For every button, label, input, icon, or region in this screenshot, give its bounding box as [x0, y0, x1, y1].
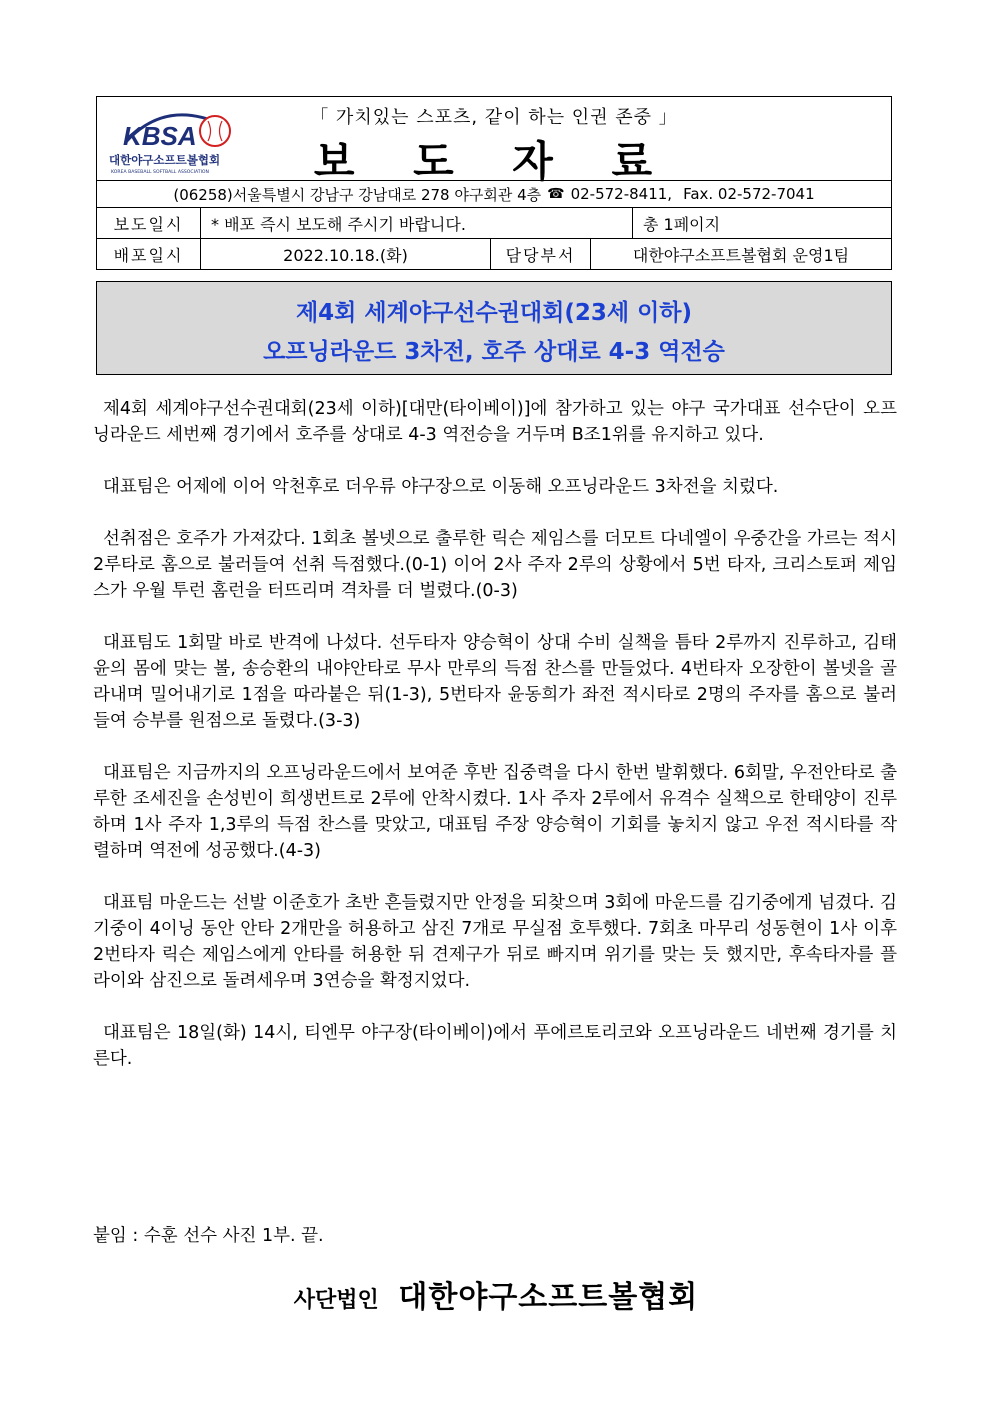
headline-line-1: 제4회 세계야구선수권대회(23세 이하)	[295, 300, 693, 326]
paragraph: 제4회 세계야구선수권대회(23세 이하)[대만(타이베이)]에 참가하고 있는 야구 국가대표 선수단이 오프닝라운드 세번째 경기에서 호주를 상대로 4-3 역전승을 거두며 B조1위를 유지하고 있다.	[93, 399, 897, 445]
address: (06258)서울특별시 강남구 강남대로 278 야구회관 4층	[173, 185, 542, 204]
paragraph: 대표팀도 1회말 바로 반격에 나섰다. 선두타자 양승혁이 상대 수비 실책을 틈타 2루까지 진루하고, 김태윤의 몸에 맞는 볼, 송승환의 내야안타로 무사 만루의 득점 찬스를 만들었다. 4번타자 오장한이 볼넷을 골라내며 밀어내기로 1점을 따라붙은 뒤(1-3), 5번타자 윤동희가 좌전 적시타로 2명의 주자를 홈으로 불러들여 승부를 원점으로 돌렸다.(3-3)	[93, 633, 897, 731]
footer-prefix: 사단법인	[293, 1288, 379, 1313]
press-header	[96, 96, 892, 270]
paragraph: 대표팀 마운드는 선발 이준호가 초반 흔들렸지만 안정을 되찾으며 3회에 마운드를 김기중에게 넘겼다. 김기중이 4이닝 동안 안타 2개만을 허용하고 삼진 7개로 무실점 호투했다. 7회초 마무리 성동현이 1사 이후 2번타자 릭슨 제임스에게 안타를 허용한 뒤 견제구가 뒤로 빠지며 위기를 맞는 듯 했지만, 후속타자를 플라이와 삼진으로 돌려세우며 3연승을 확정지었다.	[93, 893, 897, 991]
headline-line-2: 오프닝라운드 3차전, 호주 상대로 4-3 역전승	[263, 339, 725, 365]
distribution-date-label: 배포일시	[97, 239, 201, 269]
article-body	[93, 396, 897, 1098]
paragraph: 대표팀은 지금까지의 오프닝라운드에서 보여준 후반 집중력을 다시 한번 발휘했다. 6회말, 우전안타로 출루한 조세진을 손성빈이 희생번트로 2루에 안착시켰다. 1사 주자 2루에서 유격수 실책으로 한태양이 진루하며 1사 주자 1,3루의 득점 찬스를 맞았고, 대표팀 주장 양승혁이 기회를 놓치지 않고 우전 적시타를 작렬하며 역전에 성공했다.(4-3)	[93, 763, 897, 861]
distribution-row	[97, 239, 891, 269]
paragraph: 대표팀은 어제에 이어 악천후로 더우류 야구장으로 이동해 오프닝라운드 3차전을 치렀다.	[103, 477, 779, 497]
page-count: 총 1페이지	[643, 214, 721, 234]
footer-signature	[0, 1272, 992, 1316]
report-time-label: 보도일시	[97, 208, 201, 238]
department-label: 담당부서	[491, 239, 591, 269]
press-release-title: 보 도 자 료	[313, 137, 675, 186]
fax-number: Fax. 02-572-7041	[683, 185, 815, 203]
slogan: 「 가치있는 스포츠, 같이 하는 인권 존중 」	[310, 107, 678, 128]
phone-number: 02-572-8411,	[570, 185, 673, 203]
header-top-row	[97, 97, 891, 186]
attachment-note: 붙임 : 수훈 선수 사진 1부. 끝.	[93, 1226, 324, 1246]
paragraph: 대표팀은 18일(화) 14시, 티엔무 야구장(타이베이)에서 푸에르토리코와 오프닝라운드 네번째 경기를 치른다.	[93, 1023, 897, 1069]
logo-org: 대한야구소프트볼협회	[109, 153, 221, 167]
report-time-row	[97, 208, 891, 239]
department-value: 대한야구소프트볼협회 운영1팀	[632, 245, 850, 265]
logo-sub: KOREA BASEBALL SOFTBALL ASSOCIATION	[111, 170, 209, 175]
footer-org: 대한야구소프트볼협회	[398, 1280, 699, 1315]
report-time-value: * 배포 즉시 보도해 주시기 바랍니다.	[201, 208, 633, 238]
distribution-date: 2022.10.18.(화)	[201, 239, 491, 269]
paragraph: 선취점은 호주가 가져갔다. 1회초 볼넷으로 출루한 릭슨 제임스를 더모트 다네엘이 우중간을 가르는 적시 2루타로 홈으로 불러들여 선취 득점했다.(0-1) 이어 2사 주자 2루의 상황에서 5번 타자, 크리스토퍼 제임스가 우월 투런 홈런을 터뜨리며 격차를 더 벌렸다.(0-3)	[93, 529, 897, 601]
telephone-icon: ☎	[547, 186, 565, 202]
logo-text: KBSA	[123, 121, 197, 151]
headline-box	[96, 281, 892, 375]
